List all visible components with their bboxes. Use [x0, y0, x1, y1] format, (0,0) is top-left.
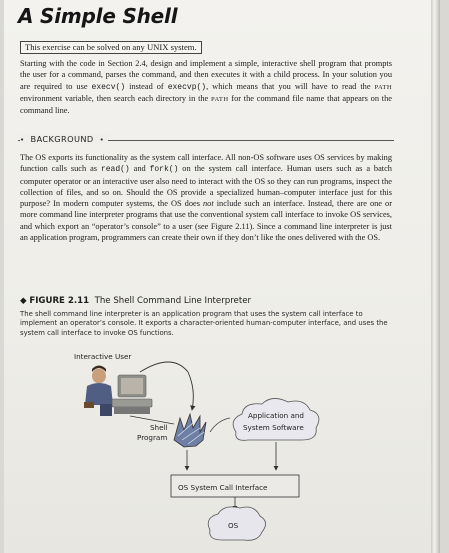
section-label: • BACKGROUND • — [20, 134, 108, 144]
shell-label-1: Shell — [150, 423, 168, 432]
shell-diagram — [4, 0, 440, 553]
code-fork: fork() — [149, 165, 179, 175]
interactive-user-label: Interactive User — [74, 352, 132, 361]
shell-to-app-connector — [210, 418, 230, 432]
exercise-note: This exercise can be solved on any UNIX system. — [20, 41, 202, 54]
code-read: read() — [100, 165, 130, 175]
bullet-icon: • — [20, 136, 25, 144]
code-execvp: execvp() — [167, 82, 207, 92]
path-keyword: PATH — [374, 83, 392, 91]
figure-number: FIGURE 2.11 — [29, 296, 90, 306]
code-execv: execv() — [91, 82, 126, 92]
page-title: A Simple Shell — [18, 4, 178, 28]
app-label-1: Application and — [248, 411, 304, 420]
os-label: OS — [228, 521, 239, 530]
figure-title: The Shell Command Line Interpreter — [94, 296, 252, 306]
bullet-icon: • — [99, 136, 105, 144]
background-paragraph: The OS exports its functionality as the system call interface. All non-OS software uses OS services by making function calls such as read() and fork() on the system call interface. Human users such as a batch computer operator or an interactive user also need to interact with the OS so they can run programs, inspect the collection of files, and so on. Should the OS provide a specialized human–computer interface just for this purpose? In modern computer systems, the OS does not include such an interface. Instead, there are one or more command line interpreter programs that use the conventional system call interface to invoke OS services, and which export an “operator’s console” to a user (see Figure 2.11). Since a command line interpreter is just an application program, programmers can create their own if they don’t like the ones delivered with the OS. — [20, 153, 392, 243]
syscall-label: OS System Call Interface — [178, 483, 268, 492]
shell-label-2: Program — [137, 433, 168, 442]
figure-caption: The shell command line interpreter is an application program that uses the system call interface to implement an operator’s console. It exports a character-oriented human-computer interface, and uses the system call interface to invoke OS functions. — [20, 310, 388, 337]
textbook-page — [4, 0, 440, 553]
intro-paragraph: Starting with the code in Section 2.4, design and implement a simple, interactive shell program that prompts the user for a command, parses the command, and then executes it with a child process. In your solution you are required to use execv() instead of execvp(), which means that you will have to read the PATH environment variable, then search each directory in the PATH for the command file name that appears on the command line. — [20, 59, 392, 116]
app-label-2: System Software — [243, 423, 304, 432]
shell-program-icon — [174, 414, 206, 447]
emphasis-not: not — [203, 199, 214, 209]
diamond-icon: ◆ — [20, 296, 27, 306]
path-keyword: PATH — [211, 95, 229, 103]
user-at-computer-icon — [84, 366, 152, 417]
